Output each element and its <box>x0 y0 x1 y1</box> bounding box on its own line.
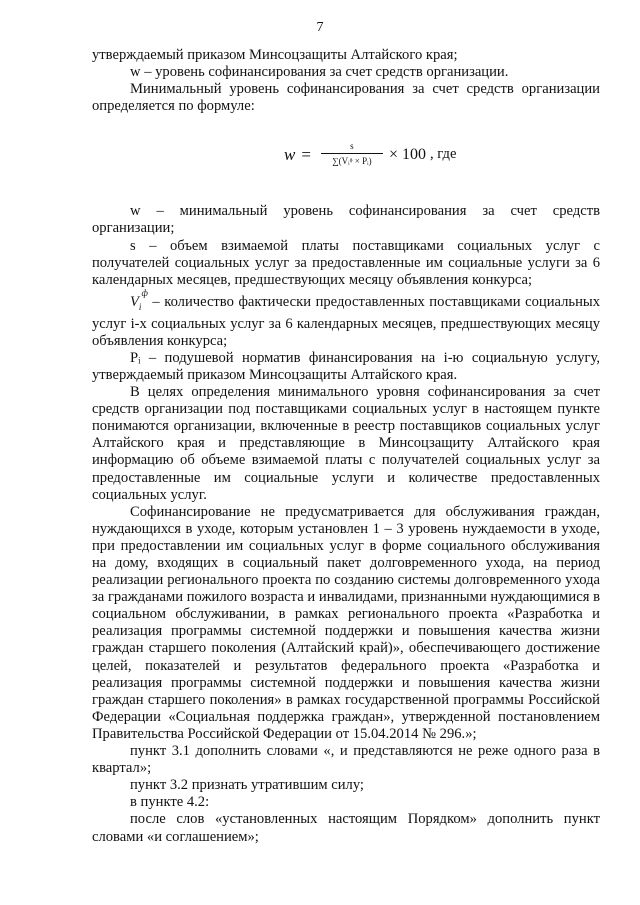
definition-v <box>92 289 600 350</box>
formula-numerator: s <box>350 141 354 152</box>
formula-fraction <box>321 141 383 167</box>
paragraph-formula-intro: Минимальный уровень софинансирования за счет средств организации определяется по формуле: <box>92 81 600 115</box>
formula-times-100: × 100 <box>388 145 426 163</box>
cofinancing-formula <box>92 129 600 191</box>
formula-equals: = <box>301 144 311 164</box>
v-symbol: $V_i^ф$ <box>130 287 148 312</box>
page-number: 7 <box>316 20 324 35</box>
paragraph-after-words: после слов «установленных настоящим Порядком» дополнить пункт словами «и соглашением»; <box>92 811 600 845</box>
document-body <box>92 47 600 846</box>
v-superscript: ф <box>141 287 148 298</box>
definition-p: Pᵢ – подушевой норматив финансирования на i-ю социальную услугу, утверждаемый приказом Минсоцзащиты Алтайского края. <box>92 349 600 383</box>
formula-denominator: ∑(Vᵢᶲ × Pᵢ) <box>332 156 372 167</box>
paragraph-clause-3-1: пункт 3.1 дополнить словами «, и представляются не реже одного раза в квартал»; <box>92 743 600 777</box>
definition-s: s – объем взимаемой платы поставщиками социальных услуг с получателей социальных услуг за предоставленные им социальные услуги за 6 календарных месяцев, предшествующих месяцу объявления конкурса; <box>92 237 600 288</box>
formula-where: , где <box>429 145 457 162</box>
definition-v-text: – количество фактически предоставленных поставщиками социальных услуг i-х социальных услуг за 6 календарных месяцев, предшествующих месяцу объявления конкурса; <box>92 293 600 349</box>
paragraph-clause-3-2: пункт 3.2 признать утратившим силу; <box>130 777 364 794</box>
v-subscript: i <box>138 301 142 312</box>
definition-w: w – минимальный уровень софинансирования за счет средств организации; <box>92 203 600 237</box>
paragraph-cofinancing-purpose: В целях определения минимального уровня софинансирования за счет средств организации под поставщиками социальных услуг в настоящем пункте понимаются организации, включенные в реестр поставщиков социальных услуг Алтайского края и представляющие в Минсоцзащиту Алтайского края информацию об объеме взимаемой платы с получателей социальных услуг за предоставленные им социальные услуги и количестве предоставленных социальных услуг. <box>92 384 600 503</box>
formula-lhs: w <box>284 144 296 164</box>
paragraph-cofinancing-exception: Софинансирование не предусматривается для обслуживания граждан, нуждающихся в уходе, которым установлен 1 – 3 уровень нуждаемости в уходе, при предоставлении им социальных услуг в форме социального обслуживания на дому, входящих в социальный пакет долговременного ухода, на период реализации регионального проекта по созданию системы долговременного ухода за гражданами пожилого возраста и инвалидами, признанными нуждающимися в социальном обслуживании, в рамках регионального проекта «Разработка и реализация программы системной поддержки и повышения качества жизни граждан старшего поколения (Алтайский край)», обеспечивающего достижение целей, показателей и результатов федерального проекта «Разработка и реализация программы системной поддержки и повышения качества жизни граждан старшего поколения» в рамках государственной программы Российской Федерации «Социальная поддержка граждан», утвержденной постановлением Правительства Российской Федерации от 15.04.2014 № 296.»; <box>92 503 600 742</box>
paragraph-w-level: w – уровень софинансирования за счет средств организации. <box>130 64 509 81</box>
paragraph-clause-4-2: в пункте 4.2: <box>130 794 210 811</box>
paragraph-continuation: утверждаемый приказом Минсоцзащиты Алтайского края; <box>92 47 458 63</box>
